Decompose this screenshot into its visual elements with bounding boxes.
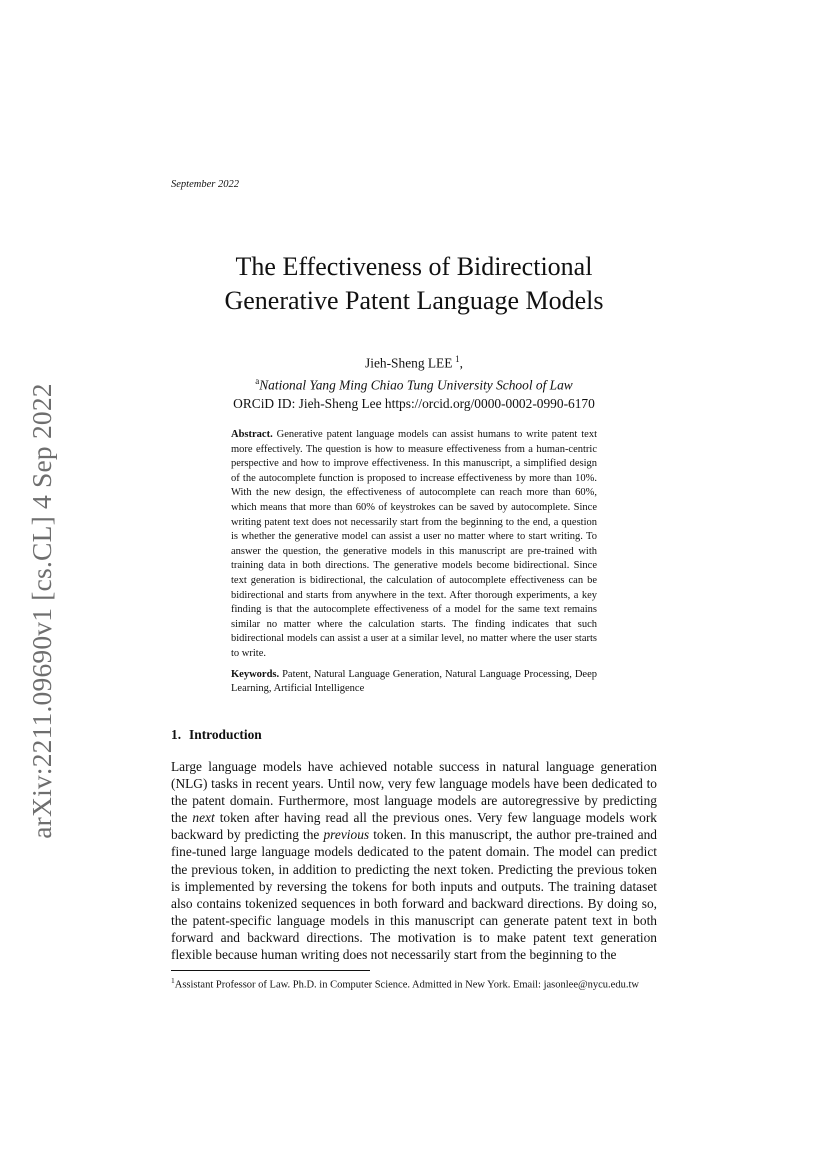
publication-date: September 2022 [171,179,239,190]
affiliation: National Yang Ming Chiao Tung University School of Law [259,377,573,393]
introduction-paragraph [171,758,657,963]
author-line [171,350,657,372]
intro-text-1: Large language models have achieved notable success in natural language generation (NLG) tasks in recent years. Until now, very few language models have been dedicated to the patent domain. Furthermore, most language models are autoregressive by predicting the [171,759,657,826]
intro-text-3: token. In this manuscript, the author pre-trained and fine-tuned large language models dedicated to the patent domain. The model can predict the previous token, in addition to predicting the next token. Predicting the previous token is implemented by reversing the tokens for both inputs and outputs. The training dataset also contains tokenized sequences in both forward and backward directions. By doing so, the patent-specific language models in this manuscript can generate patent text in both forward and backward directions. The motivation is to make patent text generation flexible because human writing does not necessarily start from the beginning to the [171,827,657,963]
abstract-paragraph [231,428,597,662]
title-line-2: Generative Patent Language Models [224,286,604,315]
section-heading [171,727,262,743]
arxiv-identifier-stamp [22,376,62,846]
intro-emphasis-previous: previous [323,827,370,843]
keywords-label: Keywords. [231,668,280,680]
title-line-1: The Effectiveness of Bidirectional [235,252,593,281]
footnote-text: Assistant Professor of Law. Ph.D. in Computer Science. Admitted in New York. Email: jasonlee@nycu.edu.tw [174,979,639,991]
abstract [231,428,597,697]
section-number: 1. [171,727,182,742]
affiliation-mark: a [255,376,260,387]
author-suffix: , [459,355,463,371]
keywords-text: Patent, Natural Language Generation, Natural Language Processing, Deep Learning, Artificial Intelligence [231,668,597,695]
footnote-mark: 1 [171,976,175,985]
author-block [171,350,657,413]
keywords-paragraph [231,668,597,697]
abstract-text: Generative patent language models can assist humans to write patent text more effectively. The question is how to measure effectiveness from a human-centric perspective and how to improve effectiveness. In this manuscript, a simplified design of the autocomplete function is proposed to increase effectiveness by more than 10%. With the new design, the effectiveness of autocomplete can reach more than 60%, which means that more than 60% of keystrokes can be saved by autocomplete. Since writing patent text does not necessarily start from the beginning to the end, a question is whether the generative model can assist a user no matter where to start writing. To answer the question, the generative models in this manuscript are pre-trained with training data in both directions. The generative models become bidirectional. Since text generation is bidirectional, the calculation of autocomplete effectiveness can be bidirectional and starts from anywhere in the text. After thorough experiments, a key finding is that the autocomplete effectiveness of a model for the same text remains similar no matter where the calculation starts. The finding indicates that such bidirectional models can assist a user at a similar level, no matter where the user starts to write. [231,429,598,659]
author-name: Jieh-Sheng LEE [365,355,453,371]
footnote [171,974,657,993]
affiliation-line [171,372,657,394]
author-footnote-mark: 1 [455,354,460,364]
intro-text-2: token after having read all the previous ones. Very few language models work backward by predicting the [171,810,657,843]
section-title: Introduction [189,727,262,742]
intro-emphasis-next: next [192,810,215,826]
paper-title [171,250,657,318]
abstract-label: Abstract. [231,429,273,440]
orcid-line: ORCiD ID: Jieh-Sheng Lee https://orcid.org/0000-0002-0990-6170 [233,395,595,411]
arxiv-identifier-text: arXiv:2211.09690v1 [cs.CL] 4 Sep 2022 [26,383,57,839]
footnote-rule [171,970,370,971]
